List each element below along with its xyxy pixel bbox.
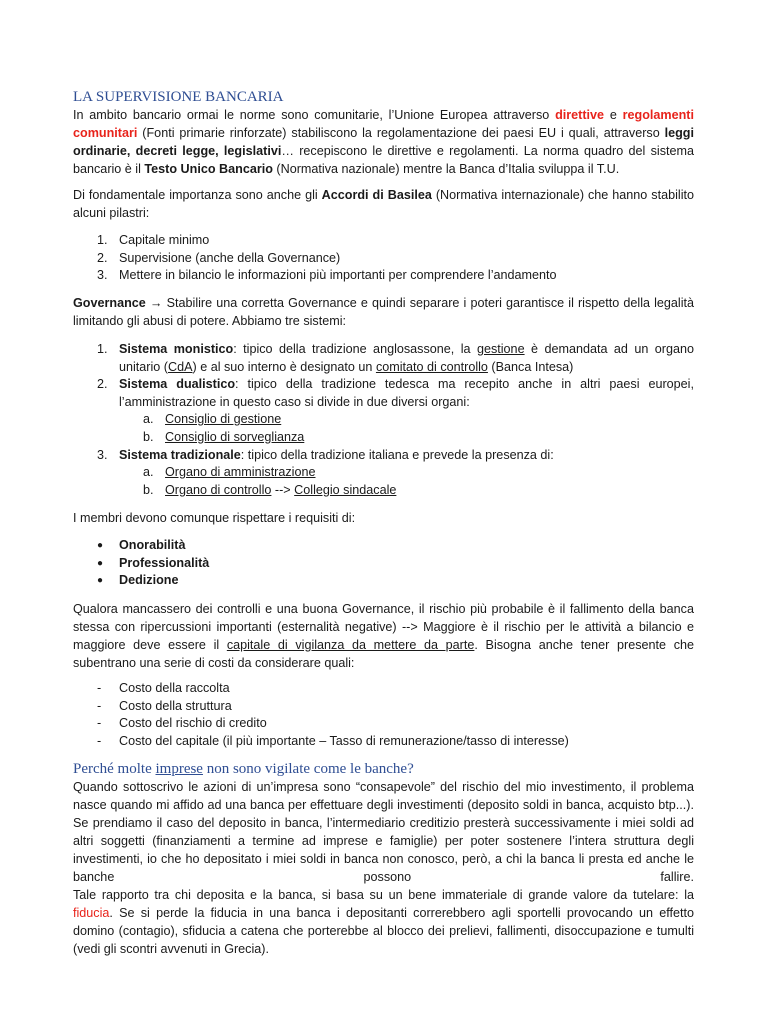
- list-item: [73, 341, 694, 376]
- dash-icon: -: [97, 681, 102, 695]
- dash-icon: -: [97, 698, 102, 713]
- cda-underlined: CdA: [168, 359, 193, 374]
- direttive-highlight: direttive: [555, 108, 605, 122]
- list-number: 3.: [97, 447, 108, 462]
- accordi-bold: Accordi di Basilea: [321, 188, 432, 202]
- sub-letter: a.: [143, 412, 154, 427]
- system-name: Sistema monistico: [119, 342, 234, 356]
- sub-list-item: [73, 429, 694, 447]
- dash-icon: -: [97, 716, 102, 731]
- fallimento-paragraph: [73, 600, 694, 672]
- list-item: [73, 698, 694, 716]
- list-item: [73, 376, 694, 411]
- intro-text: In ambito bancario ormai le norme sono comunitarie, l’Unione Europea attraverso: [73, 108, 556, 122]
- governance-text: Stabilire una corretta Governance e quindi separare i poteri garantisce il rispetto della legalità limitando gli abusi di potere. Abbiamo tre sistemi:: [73, 296, 695, 328]
- sub-letter: a.: [143, 465, 154, 480]
- heading-text: Perché molte: [73, 761, 156, 777]
- list-item: [73, 733, 694, 751]
- list-item: [73, 680, 694, 698]
- intro-text: … recepiscono le direttive e regolamenti. La norma quadro del sistema bancario è il: [73, 144, 694, 176]
- bullet-icon: ●: [97, 557, 104, 569]
- governance-paragraph: [73, 294, 694, 330]
- requisiti-intro: I membri devono comunque rispettare i requisiti di:: [73, 511, 356, 525]
- system-text: ) e al suo interno è designato un: [192, 359, 376, 374]
- system-name: Sistema dualistico: [119, 377, 236, 392]
- list-text: Costo del capitale (il più importante – Tasso di remunerazione/tasso di interesse): [119, 733, 569, 748]
- sub-text: Organo di controllo: [165, 482, 272, 497]
- pillars-list: [73, 232, 694, 285]
- intro-paragraph: [73, 106, 694, 178]
- list-item: [73, 537, 694, 555]
- basilea-text: Di fondamentale importanza sono anche gli: [73, 188, 322, 202]
- fiducia-text: Tale rapporto tra chi deposita e la banca, si basa su un bene immateriale di grande valore da tutelare: la: [73, 888, 694, 902]
- costi-list: [73, 680, 694, 750]
- gestione-underlined: gestione: [476, 342, 525, 356]
- sub-letter: b.: [143, 482, 154, 497]
- list-text: Onorabilità: [119, 538, 186, 552]
- list-text: Costo del rischio di credito: [119, 716, 267, 731]
- dash-icon: -: [97, 733, 102, 748]
- sub-text: Consiglio di gestione: [165, 412, 282, 427]
- list-text: Capitale minimo: [119, 233, 210, 247]
- capitale-underlined: capitale di vigilanza da mettere da parte: [226, 638, 475, 652]
- list-text: Supervisione (anche della Governance): [119, 250, 341, 265]
- basilea-text: (Normativa internazionale) che hanno stabilito alcuni pilastri:: [73, 188, 694, 220]
- fallimento-text: . Bisogna anche tener presente che subentrano una serie di costi da considerare quali:: [73, 638, 695, 670]
- comitato-underlined: comitato di controllo: [375, 359, 488, 374]
- list-item: [73, 715, 694, 733]
- intro-text: (Fonti primarie rinforzate) stabiliscono la regolamentazione dei paesi EU i quali, attraverso: [137, 126, 665, 140]
- sub-list-item: [73, 464, 694, 482]
- list-text: Mettere in bilancio le informazioni più importanti per comprendere l’andamento: [119, 268, 557, 283]
- basilea-paragraph: [73, 186, 694, 222]
- list-number: 3.: [97, 268, 108, 283]
- system-name: Sistema tradizionale: [119, 447, 241, 462]
- sub-list-item: [73, 411, 694, 429]
- list-item: [73, 447, 694, 465]
- list-item: [73, 572, 694, 590]
- fiducia-text: . Se si perde la fiducia in una banca i depositanti correrebbero agli sportelli provocando un effetto domino (contagio), sfiducia a catena che porterebbe al blocco dei prelievi, fallimenti, disoccupazione e tumulti (vedi gli scontri avvenuti in Grecia).: [73, 906, 694, 956]
- requisiti-list: [73, 537, 694, 590]
- system-text: (Banca Intesa): [487, 359, 574, 374]
- heading-underlined: imprese: [155, 761, 203, 777]
- system-text: : tipico della tradizione anglosassone, la: [233, 342, 477, 356]
- intro-text: (Normativa nazionale) mentre la Banca d’Italia sviluppa il T.U.: [272, 162, 620, 176]
- fallimento-text: Qualora mancassero dei controlli e una buona Governance, il rischio più probabile è il fallimento della banca stessa con ripercussioni importanti (esternalità negative) --> Maggiore è il rischio per le attività a bilancio e maggiore deve essere il: [73, 602, 694, 652]
- heading-text: non sono vigilate come le banche?: [202, 761, 414, 777]
- leggi-bold: leggi ordinarie, decreti legge, legislativi: [73, 126, 694, 158]
- list-number: 2.: [97, 250, 108, 265]
- answer-paragraph: Quando sottoscrivo le azioni di un’impresa sono “consapevole” del rischio del mio investimento, il problema nasce quando mi affido ad una banca per effettuare degli investimenti (deposito soldi in banca, acquisto btp...). Se prendiamo il caso del deposito in banca, l’intermediario creditizio presterà successivamente i miei soldi ad altri soggetti (finanziamenti a termine ad imprese e famiglie) per poter sostenere l’intera struttura degli investimenti, io che ho depositato i miei soldi in banca non conosco, però, a chi la banca li presta ed anche le banche possono fallire.: [73, 780, 694, 884]
- list-text: Professionalità: [119, 555, 210, 570]
- sub-text: Organo di amministrazione: [165, 465, 316, 480]
- arrow-text: -->: [271, 482, 295, 497]
- system-text: : tipico della tradizione tedesca ma recepito anche in altri paesi europei, l’amministrazione in questo caso si divide in due diversi organi:: [119, 377, 694, 409]
- list-text: Costo della struttura: [119, 698, 232, 713]
- regolamenti-highlight: regolamenti comunitari: [73, 108, 694, 140]
- list-item: [73, 267, 694, 285]
- testo-unico-bold: Testo Unico Bancario: [144, 162, 273, 176]
- bullet-icon: ●: [97, 540, 104, 551]
- section-heading: [73, 760, 694, 778]
- page-title: LA SUPERVISIONE BANCARIA: [73, 89, 284, 105]
- fiducia-highlight: fiducia: [73, 906, 110, 920]
- list-number: 2.: [97, 377, 108, 392]
- system-text: è demandata ad un organo unitario (: [119, 342, 694, 374]
- systems-list: [73, 341, 694, 499]
- sub-list-item: [73, 482, 694, 500]
- arrow-icon: →: [149, 296, 163, 310]
- governance-bold: Governance: [73, 296, 146, 310]
- system-text: : tipico della tradizione italiana e prevede la presenza di:: [240, 447, 554, 462]
- list-number: 1.: [97, 342, 108, 356]
- fiducia-paragraph: [73, 886, 694, 958]
- list-item: [73, 250, 694, 268]
- list-text: Dedizione: [119, 573, 179, 588]
- list-item: [73, 232, 694, 250]
- sub-letter: b.: [143, 429, 154, 444]
- sub-text: Collegio sindacale: [294, 482, 397, 497]
- list-item: [73, 555, 694, 573]
- intro-text: e: [604, 108, 623, 122]
- bullet-icon: ●: [97, 575, 104, 587]
- list-number: 1.: [97, 233, 108, 247]
- list-text: Costo della raccolta: [119, 681, 230, 695]
- sub-text: Consiglio di sorveglianza: [165, 429, 305, 444]
